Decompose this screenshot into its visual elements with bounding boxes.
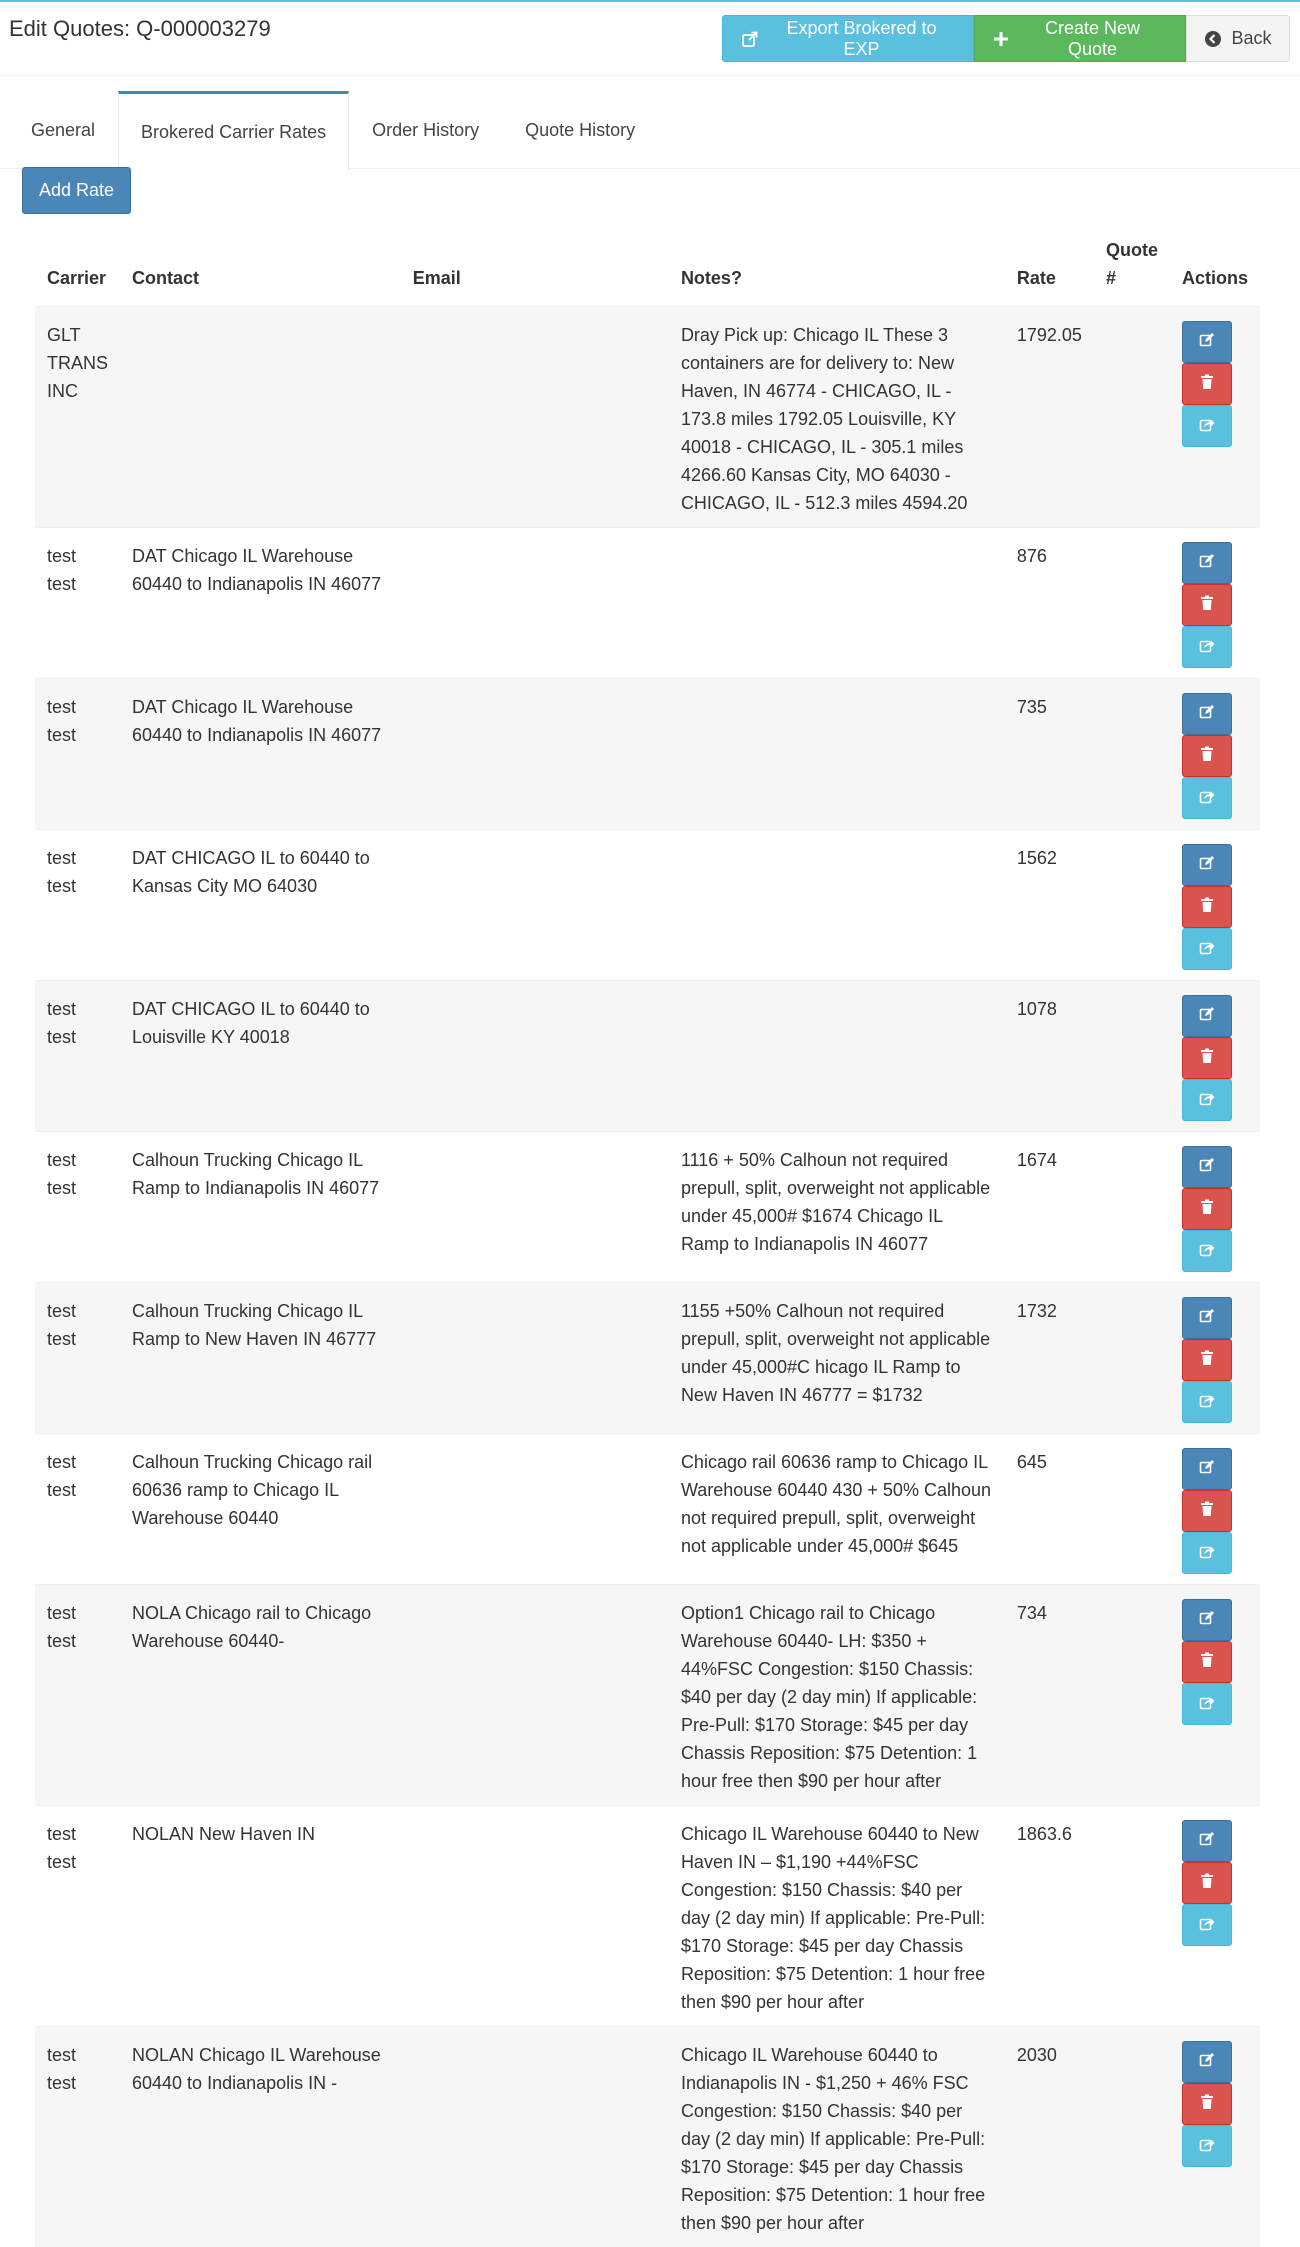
share-icon <box>1199 935 1215 963</box>
delete-button[interactable] <box>1182 1490 1232 1532</box>
export-brokered-label: Export Brokered to EXP <box>786 17 937 59</box>
table-row <box>35 829 1260 980</box>
trash-icon <box>1200 1869 1214 1897</box>
cell-quote-number <box>1094 1805 1170 2026</box>
cell-actions <box>1170 1433 1260 1584</box>
edit-button[interactable] <box>1182 995 1232 1037</box>
table-row <box>35 1282 1260 1433</box>
cell-carrier: test test <box>47 1300 77 1349</box>
cell-rate: 876 <box>1016 545 1047 566</box>
cell-quote-number <box>1094 1584 1170 1805</box>
share-icon <box>1199 2132 1215 2160</box>
cell-contact: Calhoun Trucking Chicago IL Ramp to New Haven IN 46777 <box>132 1300 377 1349</box>
share-icon <box>1199 633 1215 661</box>
edit-icon <box>1199 1002 1215 1030</box>
table-row <box>35 980 1260 1131</box>
cell-contact: NOLA Chicago rail to Chicago Warehouse 60440- <box>132 1602 372 1651</box>
edit-button[interactable] <box>1182 844 1232 886</box>
delete-button[interactable] <box>1182 2083 1232 2125</box>
cell-quote-number <box>1094 527 1170 678</box>
trash-icon <box>1200 1044 1214 1072</box>
delete-button[interactable] <box>1182 1188 1232 1230</box>
cell-notes <box>669 527 1005 678</box>
table-row <box>35 1433 1260 1584</box>
table-body <box>35 306 1260 2247</box>
share-button[interactable] <box>1182 1683 1232 1725</box>
cell-email <box>401 829 669 980</box>
cell-rate: 735 <box>1016 696 1047 717</box>
tab-order-history[interactable]: Order History <box>372 119 480 140</box>
header-notes[interactable]: Notes? <box>680 267 742 288</box>
table-row <box>35 1131 1260 1282</box>
cell-actions <box>1170 306 1260 527</box>
delete-button[interactable] <box>1182 886 1232 928</box>
row-action-buttons <box>1182 2041 1248 2167</box>
cell-notes: 1116 + 50% Calhoun not required prepull, split, overweight not applicable under 45,000# $1674 Chicago IL Ramp to Indianapolis IN 46077 <box>680 1149 991 1254</box>
cell-quote-number <box>1094 2026 1170 2247</box>
cell-contact: Calhoun Trucking Chicago IL Ramp to Indianapolis IN 46077 <box>132 1149 380 1198</box>
cell-carrier: GLT TRANS INC <box>47 324 109 401</box>
header-actions <box>722 15 1290 62</box>
share-button[interactable] <box>1182 1532 1232 1574</box>
tab-bar <box>0 91 1300 169</box>
cell-email <box>401 527 669 678</box>
cell-notes: 1155 +50% Calhoun not required prepull, split, overweight not applicable under 45,000#C hicago IL Ramp to New Haven IN 46777 = $1732 <box>680 1300 991 1405</box>
cell-email <box>401 1584 669 1805</box>
trash-icon <box>1200 1648 1214 1676</box>
edit-button[interactable] <box>1182 693 1232 735</box>
back-button[interactable] <box>1186 15 1290 62</box>
trash-icon <box>1200 1497 1214 1525</box>
edit-button[interactable] <box>1182 321 1232 363</box>
cell-email <box>401 1433 669 1584</box>
cell-rate: 2030 <box>1016 2044 1057 2065</box>
row-action-buttons <box>1182 1146 1248 1272</box>
cell-contact: NOLAN Chicago IL Warehouse 60440 to Indianapolis IN - <box>132 2044 381 2093</box>
edit-button[interactable] <box>1182 1448 1232 1490</box>
cell-notes: Chicago rail 60636 ramp to Chicago IL Warehouse 60440 430 + 50% Calhoun not required prepull, split, overweight not applicable under 45,000# $645 <box>680 1451 991 1556</box>
cell-carrier: test test <box>47 847 77 896</box>
cell-carrier: test test <box>47 1149 77 1198</box>
cell-notes: Chicago IL Warehouse 60440 to New Haven IN – $1,190 +44%FSC Congestion: $150 Chassis: $40 per day (2 day min) If applicable: Pre-Pull: $170 Storage: $45 per day Chassis Reposition: $75 Detention: 1 hour free then $90 per hour after <box>680 1823 986 2012</box>
header-quote-number[interactable]: Quote # <box>1105 239 1158 288</box>
edit-icon <box>1199 700 1215 728</box>
edit-button[interactable] <box>1182 1820 1232 1862</box>
edit-button[interactable] <box>1182 1297 1232 1339</box>
cell-carrier: test test <box>47 1451 77 1500</box>
cell-actions <box>1170 1282 1260 1433</box>
tab-brokered-carrier-rates[interactable]: Brokered Carrier Rates <box>118 91 349 170</box>
cell-actions <box>1170 678 1260 829</box>
create-new-quote-label: Create New Quote <box>1044 17 1141 59</box>
cell-email <box>401 1805 669 2026</box>
share-square-icon <box>741 30 759 48</box>
cell-notes <box>669 980 1005 1131</box>
delete-button[interactable] <box>1182 735 1232 777</box>
cell-email <box>401 1282 669 1433</box>
cell-carrier: test test <box>47 545 77 594</box>
share-icon <box>1199 1539 1215 1567</box>
cell-quote-number <box>1094 829 1170 980</box>
cell-contact: Calhoun Trucking Chicago rail 60636 ramp to Chicago IL Warehouse 60440 <box>132 1451 373 1528</box>
row-action-buttons <box>1182 995 1248 1121</box>
edit-icon <box>1199 1304 1215 1332</box>
header-actions: Actions <box>1181 267 1248 288</box>
header-contact[interactable]: Contact <box>132 267 199 288</box>
delete-button[interactable] <box>1182 1339 1232 1381</box>
table-row <box>35 2026 1260 2247</box>
share-icon <box>1199 1911 1215 1939</box>
delete-button[interactable] <box>1182 1641 1232 1683</box>
row-action-buttons <box>1182 844 1248 970</box>
row-action-buttons <box>1182 1599 1248 1725</box>
row-action-buttons <box>1182 693 1248 819</box>
carrier-rates-table <box>35 228 1260 2247</box>
cell-carrier: test test <box>47 1602 77 1651</box>
table-header-row <box>35 228 1260 306</box>
cell-carrier: test test <box>47 1823 77 1872</box>
tab-general[interactable]: General <box>31 119 96 140</box>
cell-rate: 1674 <box>1016 1149 1057 1170</box>
cell-email <box>401 1131 669 1282</box>
table-row <box>35 678 1260 829</box>
table-row <box>35 306 1260 527</box>
share-button[interactable] <box>1182 626 1232 668</box>
cell-rate: 734 <box>1016 1602 1047 1623</box>
share-icon <box>1199 1086 1215 1114</box>
share-button[interactable] <box>1182 928 1232 970</box>
delete-button[interactable] <box>1182 1037 1232 1079</box>
cell-quote-number <box>1094 980 1170 1131</box>
share-button[interactable] <box>1182 2125 1232 2167</box>
edit-icon <box>1199 851 1215 879</box>
cell-notes <box>669 678 1005 829</box>
arrow-circle-left-icon <box>1204 30 1222 48</box>
back-label: Back <box>1231 28 1272 48</box>
trash-icon <box>1200 893 1214 921</box>
cell-rate: 1078 <box>1016 998 1057 1019</box>
edit-icon <box>1199 549 1215 577</box>
cell-email <box>401 980 669 1131</box>
share-icon <box>1199 412 1215 440</box>
cell-notes: Chicago IL Warehouse 60440 to Indianapolis IN - $1,250 + 46% FSC Congestion: $150 Chassis: $40 per day (2 day min) If applicable: Pre-Pull: $170 Storage: $45 per day Chassis Reposition: $75 Detention: 1 hour free then $90 per hour after <box>680 2044 986 2233</box>
delete-button[interactable] <box>1182 363 1232 405</box>
trash-icon <box>1200 2090 1214 2118</box>
cell-quote-number <box>1094 1282 1170 1433</box>
edit-button[interactable] <box>1182 542 1232 584</box>
header-email[interactable]: Email <box>412 267 461 288</box>
cell-notes <box>669 829 1005 980</box>
cell-carrier: test test <box>47 998 77 1047</box>
header-carrier[interactable]: Carrier <box>47 267 107 288</box>
cell-actions <box>1170 527 1260 678</box>
table-row <box>35 1805 1260 2026</box>
cell-actions <box>1170 2026 1260 2247</box>
cell-rate: 1562 <box>1016 847 1057 868</box>
share-button[interactable] <box>1182 777 1232 819</box>
edit-icon <box>1199 2048 1215 2076</box>
page-header <box>0 2 1300 76</box>
cell-contact: DAT CHICAGO IL to 60440 to Kansas City MO 64030 <box>132 847 370 896</box>
row-action-buttons <box>1182 1297 1248 1423</box>
share-icon <box>1199 1690 1215 1718</box>
share-icon <box>1199 1237 1215 1265</box>
edit-icon <box>1199 1606 1215 1634</box>
cell-actions <box>1170 829 1260 980</box>
cell-contact: DAT Chicago IL Warehouse 60440 to Indianapolis IN 46077 <box>132 696 382 745</box>
trash-icon <box>1200 591 1214 619</box>
add-rate-button[interactable]: Add Rate <box>22 167 131 214</box>
share-icon <box>1199 1388 1215 1416</box>
edit-icon <box>1199 1153 1215 1181</box>
cell-contact <box>120 306 401 527</box>
cell-rate: 645 <box>1016 1451 1047 1472</box>
share-button[interactable] <box>1182 1230 1232 1272</box>
share-button[interactable] <box>1182 1904 1232 1946</box>
trash-icon <box>1200 1195 1214 1223</box>
tab-quote-history[interactable]: Quote History <box>525 119 636 140</box>
cell-notes: Dray Pick up: Chicago IL These 3 containers are for delivery to: New Haven, IN 46774 - CHICAGO, IL - 173.8 miles 1792.05 Louisville, KY 40018 - CHICAGO, IL - 305.1 miles 4266.60 Kansas City, MO 64030 - CHICAGO, IL - 512.3 miles 4594.20 <box>680 324 968 513</box>
trash-icon <box>1200 742 1214 770</box>
cell-carrier: test test <box>47 2044 77 2093</box>
edit-icon <box>1199 328 1215 356</box>
cell-rate: 1792.05 <box>1016 324 1082 345</box>
cell-rate: 1863.6 <box>1016 1823 1072 1844</box>
edit-icon <box>1199 1827 1215 1855</box>
cell-actions <box>1170 1131 1260 1282</box>
create-new-quote-button[interactable] <box>974 15 1186 62</box>
cell-contact: DAT Chicago IL Warehouse 60440 to Indianapolis IN 46077 <box>132 545 382 594</box>
plus-icon <box>993 31 1009 47</box>
share-button[interactable] <box>1182 405 1232 447</box>
cell-carrier: test test <box>47 696 77 745</box>
page-title: Edit Quotes: Q-000003279 <box>9 16 271 41</box>
delete-button[interactable] <box>1182 584 1232 626</box>
share-button[interactable] <box>1182 1079 1232 1121</box>
delete-button[interactable] <box>1182 1862 1232 1904</box>
row-action-buttons <box>1182 542 1248 668</box>
share-icon <box>1199 784 1215 812</box>
cell-quote-number <box>1094 1433 1170 1584</box>
header-rate[interactable]: Rate <box>1016 267 1056 288</box>
trash-icon <box>1200 370 1214 398</box>
table-row <box>35 1584 1260 1805</box>
edit-button[interactable] <box>1182 2041 1232 2083</box>
cell-email <box>401 2026 669 2247</box>
cell-quote-number <box>1094 678 1170 829</box>
share-button[interactable] <box>1182 1381 1232 1423</box>
cell-rate: 1732 <box>1016 1300 1057 1321</box>
cell-quote-number <box>1094 1131 1170 1282</box>
table-row <box>35 527 1260 678</box>
export-brokered-button[interactable] <box>722 15 974 62</box>
trash-icon <box>1200 1346 1214 1374</box>
row-action-buttons <box>1182 321 1248 447</box>
cell-contact: NOLAN New Haven IN <box>132 1823 316 1844</box>
cell-actions <box>1170 1805 1260 2026</box>
edit-button[interactable] <box>1182 1599 1232 1641</box>
cell-contact: DAT CHICAGO IL to 60440 to Louisville KY 40018 <box>132 998 370 1047</box>
cell-actions <box>1170 1584 1260 1805</box>
row-action-buttons <box>1182 1820 1248 1946</box>
edit-icon <box>1199 1455 1215 1483</box>
row-action-buttons <box>1182 1448 1248 1574</box>
cell-email <box>401 678 669 829</box>
cell-actions <box>1170 980 1260 1131</box>
edit-button[interactable] <box>1182 1146 1232 1188</box>
cell-quote-number <box>1094 306 1170 527</box>
cell-notes: Option1 Chicago rail to Chicago Warehouse 60440- LH: $350 + 44%FSC Congestion: $150 Chassis: $40 per day (2 day min) If applicable: Pre-Pull: $170 Storage: $45 per day Chassis Reposition: $75 Detention: 1 hour free then $90 per hour after <box>680 1602 978 1791</box>
cell-email <box>401 306 669 527</box>
